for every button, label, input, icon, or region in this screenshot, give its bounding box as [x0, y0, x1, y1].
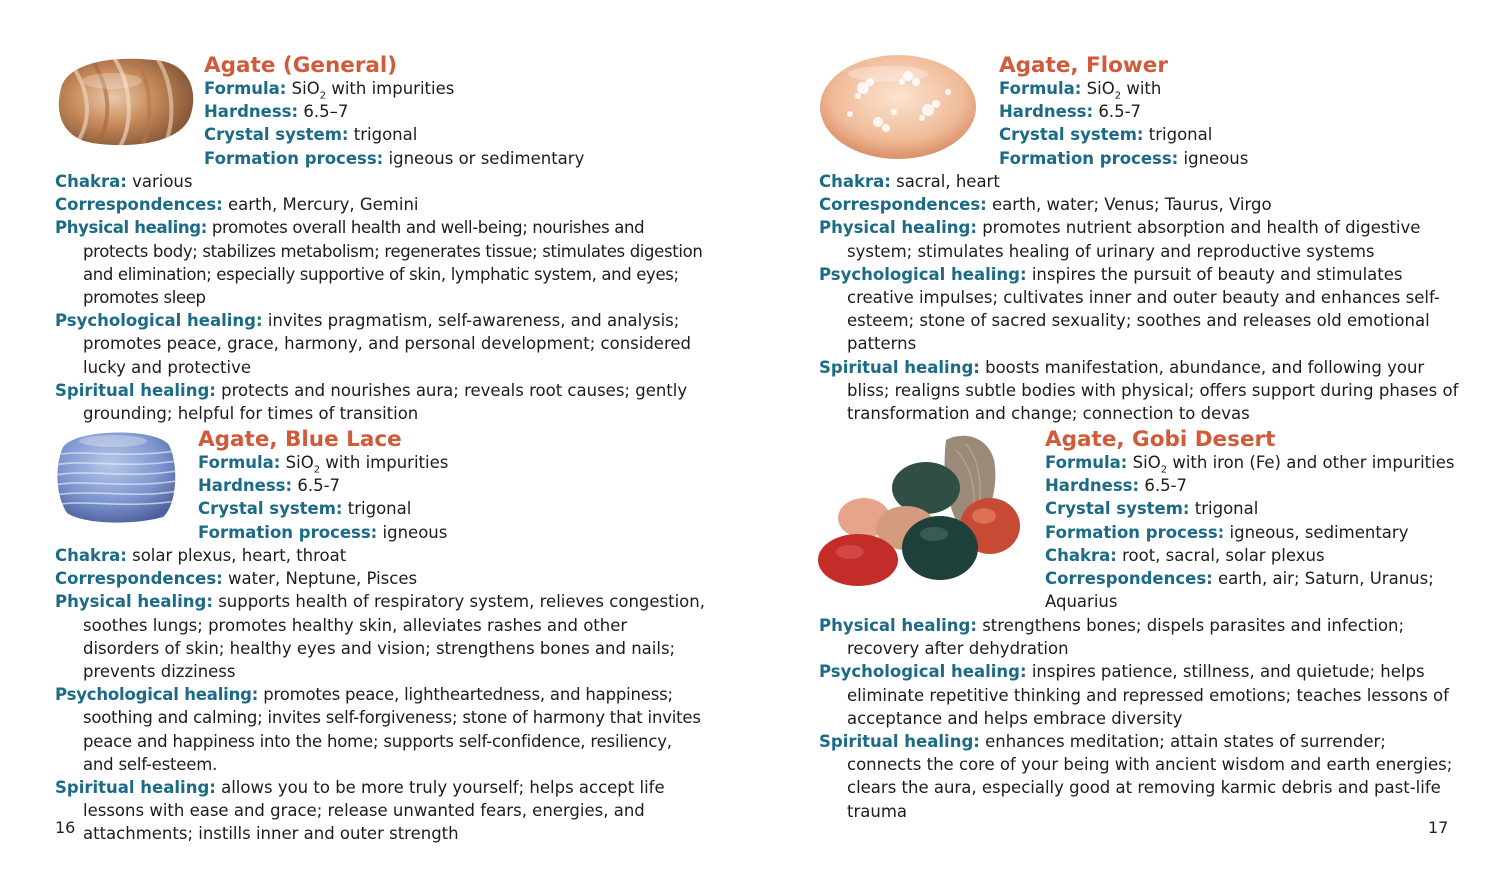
page-number-right: 17 [1428, 818, 1449, 837]
correspondences-line: Correspondences: earth, air; Saturn, Uranus; Aquarius [1045, 569, 1434, 612]
hardness-line: Hardness: 6.5-7 [1045, 476, 1188, 496]
formula-line: Formula: SiO$_2$ with [999, 79, 1162, 102]
physical-healing: Physical healing: strengthens bones; dispels parasites and infection; recovery after dehydration [819, 616, 1405, 659]
correspondences-line: Correspondences: earth, Mercury, Gemini [55, 195, 419, 215]
psychological-healing: Psychological healing: inspires patience, stillness, and quietude; helps eliminate repetitive thinking and repressed emotions; teaches lessons of acceptance and helps embrace diversity [819, 662, 1449, 728]
spiritual-healing: Spiritual healing: enhances meditation; attain states of surrender; connects the core of your being with ancient wisdom and earth energies; clears the aura, especially good at removing karmic debris and past-life trauma [819, 732, 1453, 821]
entry-title: Agate, Blue Lace [198, 427, 402, 452]
chakra-line: Chakra: various [55, 172, 193, 191]
hardness-line: Hardness: 6.5-7 [999, 102, 1142, 122]
chakra-line: Chakra: sacral, heart [819, 172, 1000, 191]
page-number-left: 16 [55, 818, 76, 837]
crystal-system-line: Crystal system: trigonal [999, 125, 1213, 145]
psychological-healing: Psychological healing: invites pragmatism, self-awareness, and analysis; promotes peace, grace, harmony, and personal development; considered lucky and protective [55, 311, 692, 377]
hardness-line: Hardness: 6.5-7 [198, 476, 341, 496]
psychological-healing: Psychological healing: promotes peace, lightheartedness, and happiness; soothing and calming; invites self-forgiveness; stone of harmony that invites peace and happiness into the home; supports self-confidence, resiliency, and self-esteem. [55, 685, 701, 774]
spiritual-healing: Spiritual healing: allows you to be more truly yourself; helps accept life lessons with ease and grace; release unwanted fears, energies, and attachments; instills inner and outer strength [55, 778, 665, 844]
spiritual-healing: Spiritual healing: protects and nourishes aura; reveals root causes; gently grounding; helpful for times of transition [55, 380, 688, 424]
entry-title: Agate, Flower [999, 53, 1168, 78]
formation-line: Formation process: igneous, sedimentary [1045, 522, 1409, 542]
formula-line: Formula: SiO$_2$ with iron (Fe) and other impurities [1045, 453, 1455, 476]
agate-general-stone-image [52, 55, 198, 149]
gobi-desert-agate-stones-image [816, 430, 1026, 590]
entry-title: Agate, Gobi Desert [1045, 427, 1276, 452]
physical-healing: Physical healing: promotes nutrient absorption and health of digestive system; stimulates healing of urinary and reproductive systems [819, 218, 1421, 261]
blue-lace-agate-stone-image [55, 425, 177, 525]
formation-line: Formation process: igneous [999, 148, 1249, 168]
chakra-line: Chakra: root, sacral, solar plexus [1045, 545, 1325, 565]
hardness-line: Hardness: 6.5–7 [204, 102, 349, 122]
flower-agate-stone-image [818, 52, 978, 162]
crystal-system-line: Crystal system: trigonal [204, 125, 418, 145]
formula-line: Formula: SiO$_2$ with impurities [204, 79, 455, 102]
formation-line: Formation process: igneous or sedimentary [204, 148, 585, 168]
crystal-system-line: Crystal system: trigonal [198, 499, 412, 519]
psychological-healing: Psychological healing: inspires the pursuit of beauty and stimulates creative impulses; cultivates inner and outer beauty and enhances self-esteem; stone of sacred sexuality; soothes and releases old emotional patterns [819, 264, 1440, 354]
physical-healing: Physical healing: supports health of respiratory system, relieves congestion, soothes lungs; promotes healthy skin, alleviates rashes and other disorders of skin; healthy eyes and vision; strengthens bones and nails; prevents dizziness [55, 592, 705, 682]
physical-healing: Physical healing: promotes overall health and well-being; nourishes and protects body; stabilizes metabolism; regenerates tissue; stimulates digestion and elimination; especially supportive of skin, lymphatic system, and eyes; promotes sleep [55, 218, 703, 308]
chakra-line: Chakra: solar plexus, heart, throat [55, 546, 347, 565]
formation-line: Formation process: igneous [198, 522, 448, 542]
formula-line: Formula: SiO$_2$ with impurities [198, 453, 449, 476]
spiritual-healing: Spiritual healing: boosts manifestation, abundance, and following your bliss; realigns subtle bodies with physical; offers support during phases of transformation and change; connection to devas [819, 357, 1459, 424]
entry-title: Agate (General) [204, 53, 398, 78]
correspondences-line: Correspondences: earth, water; Venus; Taurus, Virgo [819, 195, 1272, 215]
crystal-system-line: Crystal system: trigonal [1045, 499, 1259, 519]
correspondences-line: Correspondences: water, Neptune, Pisces [55, 569, 418, 589]
